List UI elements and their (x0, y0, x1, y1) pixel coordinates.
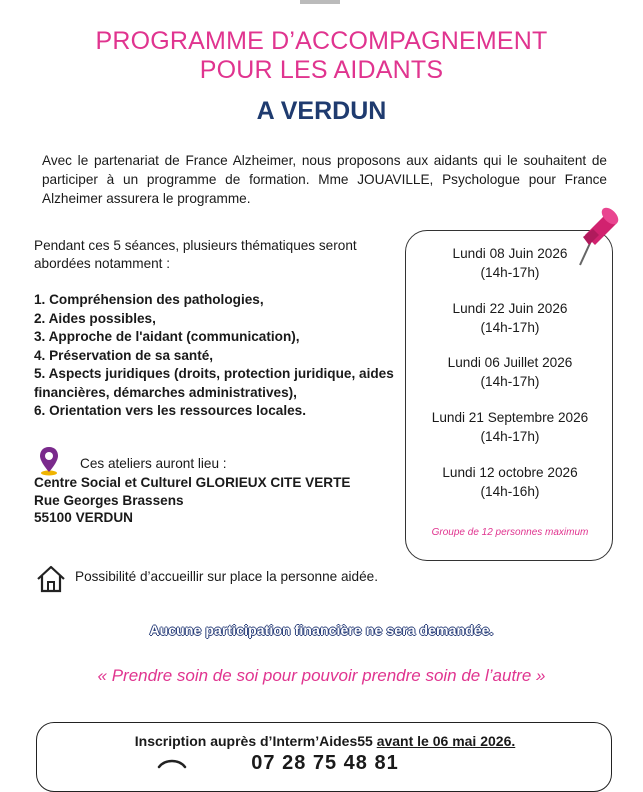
page-title-line-1: PROGRAMME D’ACCOMPAGNEMENT (95, 27, 548, 55)
session-date: Lundi 06 Juillet 2026 (447, 355, 573, 370)
topic-item: 2. Aides possibles, (34, 310, 156, 326)
house-icon (36, 565, 66, 593)
quote: « Prendre soin de soi pour pouvoir prendre soin de l’autre » (97, 666, 546, 685)
page-title-line-2: POUR LES AIDANTS (199, 56, 444, 84)
location-pin-icon (38, 446, 60, 476)
session-date: Lundi 21 Septembre 2026 (431, 410, 589, 425)
topic-list (34, 291, 400, 421)
signup-deadline: avant le 06 mai 2026. (376, 733, 516, 749)
session-date: Lundi 12 octobre 2026 (442, 465, 578, 480)
session-time: (14h-17h) (480, 265, 540, 280)
topic-item: 3. Approche de l'aidant (communication), (34, 329, 300, 344)
venue-street: Rue Georges Brassens (34, 492, 184, 508)
session-date: Lundi 22 Juin 2026 (452, 301, 568, 316)
signup-phone[interactable]: 07 28 75 48 81 (251, 752, 399, 774)
page-subtitle-location: A VERDUN (256, 97, 387, 125)
topic-item: 1. Compréhension des pathologies, (34, 292, 264, 307)
venue-intro: Ces ateliers auront lieu : (80, 456, 227, 471)
session-dates-box (405, 230, 613, 561)
venue-name: Centre Social et Culturel GLORIEUX CITE VERTE (34, 475, 351, 490)
venue-address (34, 474, 351, 527)
session-time: (14h-16h) (480, 484, 540, 499)
intro-paragraph: Avec le partenariat de France Alzheimer, nous proposons aux aidants qui le souhaitent de participer à un programme de formation. Mme JOUAVILLE, Psychologue pour France Alzheimer assurera le programme. (42, 153, 607, 206)
signup-line (37, 733, 613, 749)
push-pin-icon (577, 205, 621, 269)
topic-item: 6. Orientation vers les ressources locales. (34, 403, 307, 418)
home-care-note: Possibilité d’accueillir sur place la personne aidée. (75, 569, 379, 584)
signup-box (36, 722, 612, 792)
session-time: (14h-17h) (480, 429, 540, 444)
signup-prefix: Inscription auprès d’Interm’Aides55 (134, 733, 373, 749)
financial-note: Aucune participation financière ne sera demandée. (149, 622, 494, 638)
session-date: Lundi 08 Juin 2026 (452, 246, 568, 261)
session-time: (14h-17h) (480, 374, 540, 389)
group-size-note: Groupe de 12 personnes maximum (431, 527, 589, 538)
sessions-intro: Pendant ces 5 séances, plusieurs thématiques seront abordées notamment : (34, 238, 357, 271)
session-time: (14h-17h) (480, 320, 540, 335)
venue-city: 55100 VERDUN (34, 510, 133, 525)
topic-item: 5. Aspects juridiques (droits, protection juridique, aides financières, démarches administratives), (34, 366, 394, 400)
topic-item: 4. Préservation de sa santé, (34, 347, 214, 363)
top-divider (300, 0, 340, 4)
